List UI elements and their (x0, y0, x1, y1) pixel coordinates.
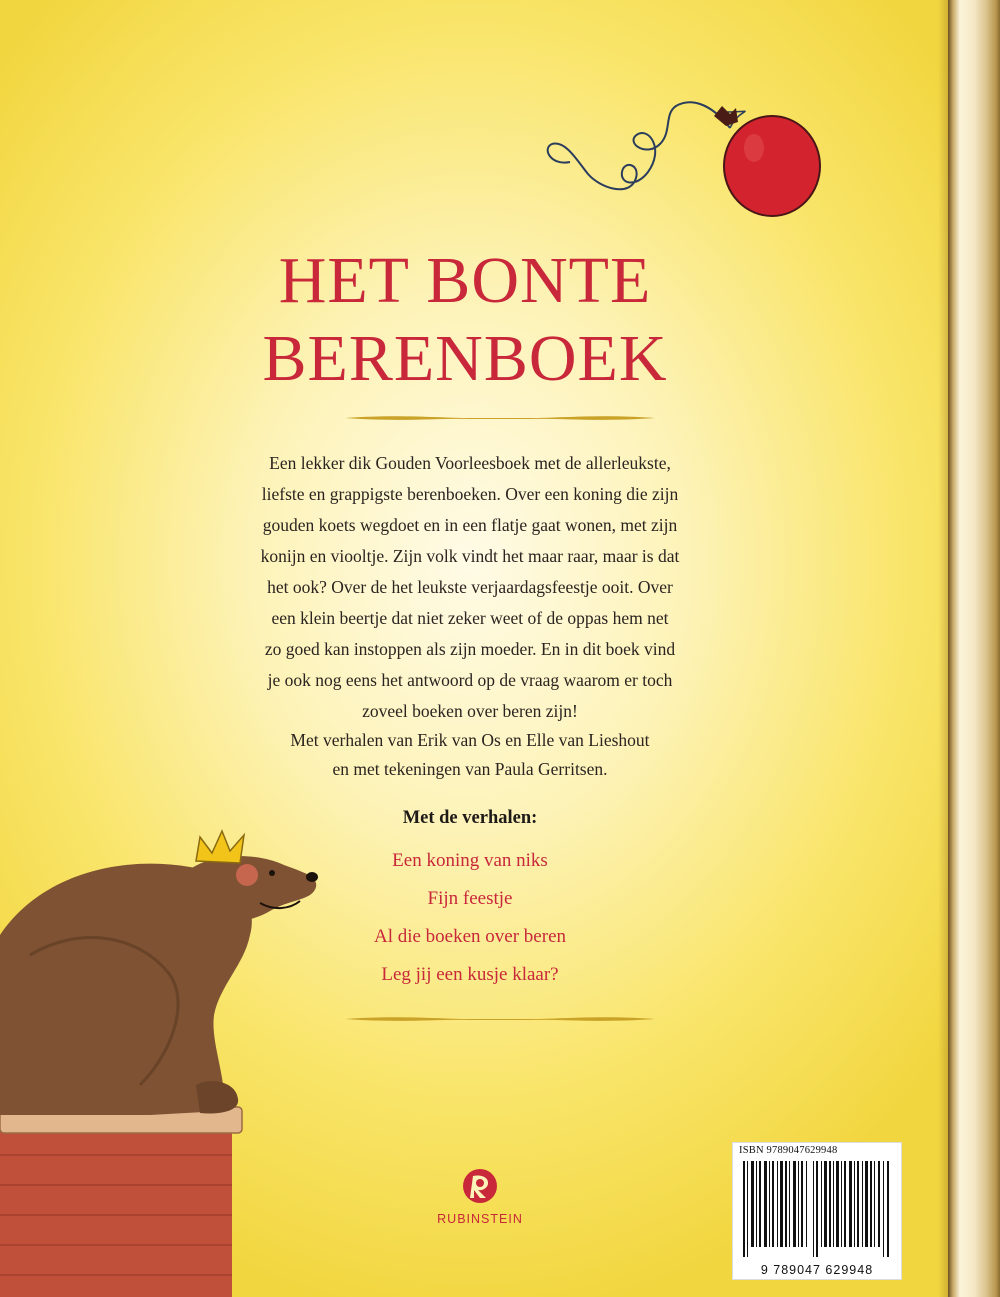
bear-illustration (0, 815, 330, 1297)
barcode (732, 1142, 902, 1280)
blurb-line: gouden koets wegdoet en in een flatje gaat wonen, met zijn (262, 515, 678, 535)
barcode-bars (741, 1161, 893, 1257)
balloon-icon (540, 92, 870, 232)
isbn-label: ISBN 9789047629948 (739, 1145, 838, 1156)
blurb-line: je ook nog eens het antwoord op de vraag waarom er toch (267, 670, 673, 690)
blurb-line: zoveel boeken over beren zijn! (362, 701, 578, 721)
blurb-line: zo goed kan instoppen als zijn moeder. En in dit boek vind (264, 639, 676, 659)
blurb-line: liefste en grappigste berenboeken. Over een koning die zijn (261, 484, 679, 504)
title-line-2: BERENBOEK (262, 322, 668, 395)
gold-spine (948, 0, 1000, 1297)
title-ornament (0, 411, 1000, 425)
blurb-line: konijn en viooltje. Zijn volk vindt het maar raar, maar is dat (260, 546, 680, 566)
stories-heading: Met de verhalen: (402, 808, 538, 828)
story-title: Al die boeken over beren (373, 926, 567, 947)
story-title: Leg jij een kusje klaar? (381, 964, 559, 985)
blurb-line: een klein beertje dat niet zeker weet of de oppas hem net (271, 608, 669, 628)
publisher-name: RUBINSTEIN (437, 1212, 523, 1226)
blurb-line: Een lekker dik Gouden Voorleesboek met de allerleukste, (269, 453, 671, 473)
title-line-1: HET BONTE (278, 244, 652, 317)
barcode-digits: 9 789047 629948 (760, 1263, 874, 1277)
spine-shadow (938, 0, 948, 1297)
rubinstein-logo-icon (462, 1168, 498, 1204)
credits-line: Met verhalen van Erik van Os en Elle van Lieshout (290, 730, 650, 750)
blurb-line: het ook? Over de het leukste verjaardagsfeestje ooit. Over (267, 577, 673, 597)
story-title: Fijn feestje (427, 888, 513, 909)
story-title: Een koning van niks (392, 850, 548, 871)
blurb (190, 448, 750, 727)
credits-line: en met tekeningen van Paula Gerritsen. (332, 759, 608, 779)
publisher-block (430, 1168, 530, 1226)
credits (190, 726, 750, 784)
